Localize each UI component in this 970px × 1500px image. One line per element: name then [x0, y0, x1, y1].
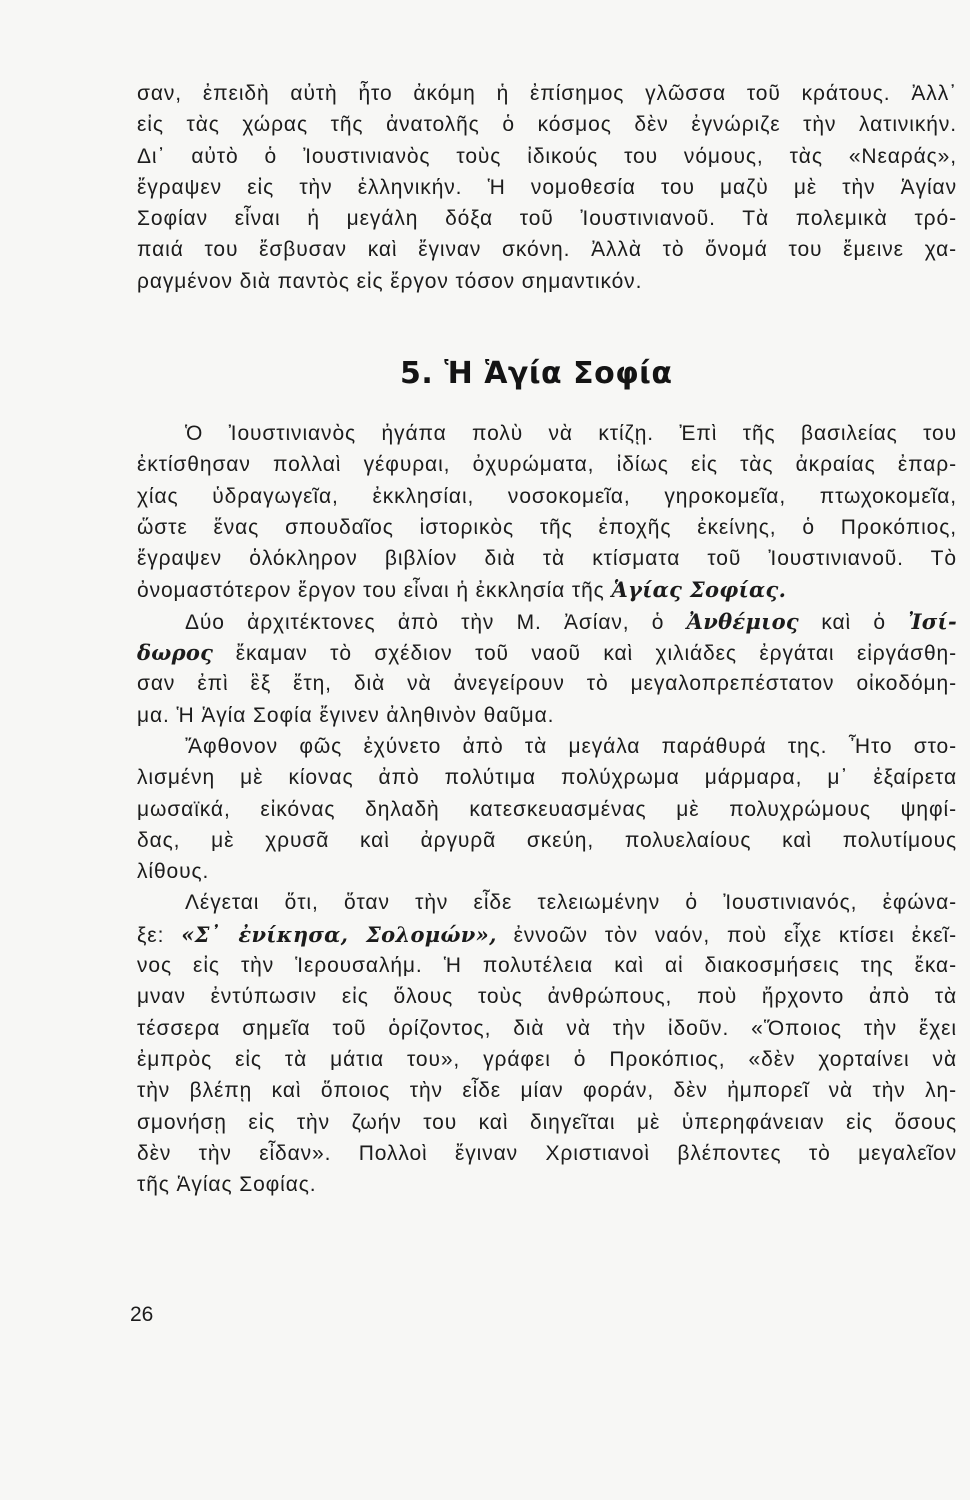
text-line: δὲν τὴν εἶδαν». Πολλοὶ ἔγιναν Χριστιανοὶ βλέποντες τὸ μεγαλεῖον: [137, 1141, 957, 1165]
text-line: τέσσερα σημεῖα τοῦ ὁρίζοντος, διὰ νὰ τὴν ἰδοῦν. «Ὅποιος τὴν ἔχει: [137, 1016, 957, 1040]
emphasis-text: δωρος: [137, 640, 214, 666]
text-line: ἐμπρὸς εἰς τὰ μάτια του», γράφει ὁ Προκόπιος, «δὲν χορταίνει νὰ: [137, 1047, 957, 1071]
text-line: ἔγραψεν ὁλόκληρον βιβλίον διὰ τὰ κτίσματα τοῦ Ἰουστινιανοῦ. Τὸ: [137, 547, 957, 571]
text-line: μναν ἐντύπωσιν εἰς ὅλους τοὺς ἀνθρώπους, ποὺ ἤρχοντο ἀπὸ τὰ: [137, 985, 957, 1009]
text-line: Δι᾽ αὐτὸ ὁ Ἰουστινιανὸς τοὺς ἰδικούς του νόμους, τὰς «Νεαράς»,: [137, 144, 957, 168]
text-line: εἰς τὰς χώρας τῆς ἀνατολῆς ὁ κόσμος δὲν ἐγνώριζε τὴν λατινικήν.: [137, 113, 957, 137]
text-run: ἐννοῶν τὸν ναόν, ποὺ εἶχε κτίσει ἐκεῖ-: [496, 923, 957, 947]
text-line: τῆς Ἁγίας Σοφίας.: [137, 1173, 317, 1197]
text-line: δας, μὲ χρυσᾶ καὶ ἀργυρᾶ σκεύη, πολυελαίους καὶ πολυτίμους: [137, 828, 957, 852]
emphasis-text: Ἀνθέμιος: [686, 608, 800, 634]
emphasis-text: Ἁγίας Σοφίας.: [611, 577, 787, 603]
text-line: [137, 887, 957, 918]
text-line: νος εἰς τὴν Ἱερουσαλήμ. Ἡ πολυτέλεια καὶ αἱ διακοσμήσεις της ἔκα-: [137, 954, 957, 978]
text-line: λισμένη μὲ κίονας ἀπὸ πολύτιμα πολύχρωμα μάρμαρα, μ᾽ ἐξαίρετα: [137, 766, 957, 790]
text-line: [137, 606, 957, 637]
emphasis-text: «Σ᾽ ἐνίκησα, Σολομών»,: [181, 921, 497, 947]
text-line: [137, 637, 957, 668]
text-run: ὀνομαστότερον ἔργον του εἶναι ἡ ἐκκλησία τῆς: [137, 579, 612, 603]
section-body: [137, 418, 957, 1200]
text-line: [137, 919, 957, 950]
text-line: παιά του ἔσβυσαν καὶ ἔγιναν σκόνη. Ἀλλὰ τὸ ὄνομά του ἔμεινε χα-: [137, 238, 957, 262]
text-line: [137, 574, 957, 605]
text-line: σαν ἐπὶ ἓξ ἔτη, διὰ νὰ ἀνεγείρουν τὸ μεγαλοπρεπέστατον οἰκοδόμη-: [137, 672, 957, 696]
emphasis-text: Ἰσί-: [908, 608, 957, 634]
text-run: Δύο ἀρχιτέκτονες ἀπὸ τὴν Μ. Ἀσίαν, ὁ: [185, 610, 687, 634]
text-line: μα. Ἡ Ἁγία Σοφία ἔγινεν ἀληθινὸν θαῦμα.: [137, 703, 555, 727]
text-line: ἐκτίσθησαν πολλαὶ γέφυραι, ὀχυρώματα, ἰδίως εἰς τὰς ἀκραίας ἐπαρ-: [137, 453, 957, 477]
text-line: ὥστε ἕνας σπουδαῖος ἱστορικὸς τῆς ἐποχῆς ἐκείνης, ὁ Προκόπιος,: [137, 515, 957, 539]
text-line: Σοφίαν εἶναι ἡ μεγάλη δόξα τοῦ Ἰουστινιανοῦ. Τὰ πολεμικὰ τρό-: [137, 207, 957, 231]
intro-paragraph: [137, 78, 957, 297]
text-line: ἔγραψεν εἰς τὴν ἑλληνικήν. Ἡ νομοθεσία του μαζὺ μὲ τὴν Ἁγίαν: [137, 175, 957, 199]
text-line: τὴν βλέπῃ καὶ ὅποιος τὴν εἶδε μίαν φοράν, δὲν ἠμπορεῖ νὰ τὴν λη-: [137, 1079, 957, 1103]
text-run: Λέγεται ὅτι, ὅταν τὴν εἶδε τελειωμένην ὁ Ἰουστινιανός, ἐφώνα-: [185, 891, 957, 915]
text-line: [137, 418, 957, 449]
text-line: σμονήσῃ εἰς τὴν ζωήν του καὶ διηγεῖται μὲ ὑπερηφάνειαν εἰς ὅσους: [137, 1110, 957, 1134]
section-heading: 5. Ἡ Ἁγία Σοφία: [400, 356, 673, 391]
text-run: Ἄφθονον φῶς ἐχύνετο ἀπὸ τὰ μεγάλα παράθυρά της. Ἦτο στο-: [185, 734, 957, 758]
text-line: ραγμένον διὰ παντὸς εἰς ἔργον τόσον σημαντικόν.: [137, 269, 643, 293]
text-run: Ὁ Ἰουστινιανὸς ἠγάπα πολὺ νὰ κτίζῃ. Ἐπὶ τῆς βασιλείας του: [185, 422, 957, 445]
text-run: ἔκαμαν τὸ σχέδιον τοῦ ναοῦ καὶ χιλιάδες ἐργάται εἰργάσθη-: [213, 642, 957, 666]
text-run: ξε:: [137, 923, 182, 947]
page-number: 26: [130, 1303, 154, 1326]
text-run: καὶ ὁ: [799, 610, 909, 634]
text-line: σαν, ἐπειδὴ αὐτὴ ἦτο ἀκόμη ἡ ἐπίσημος γλῶσσα τοῦ κράτους. Ἀλλ᾽: [137, 82, 957, 105]
text-line: χίας ὑδραγωγεῖα, ἐκκλησίαι, νοσοκομεῖα, γηροκομεῖα, πτωχοκομεῖα,: [137, 484, 957, 508]
text-line: [137, 731, 957, 762]
text-line: λίθους.: [137, 860, 210, 884]
text-line: μωσαϊκά, εἰκόνας δηλαδὴ κατεσκευασμένας μὲ πολυχρώμους ψηφί-: [137, 797, 957, 821]
